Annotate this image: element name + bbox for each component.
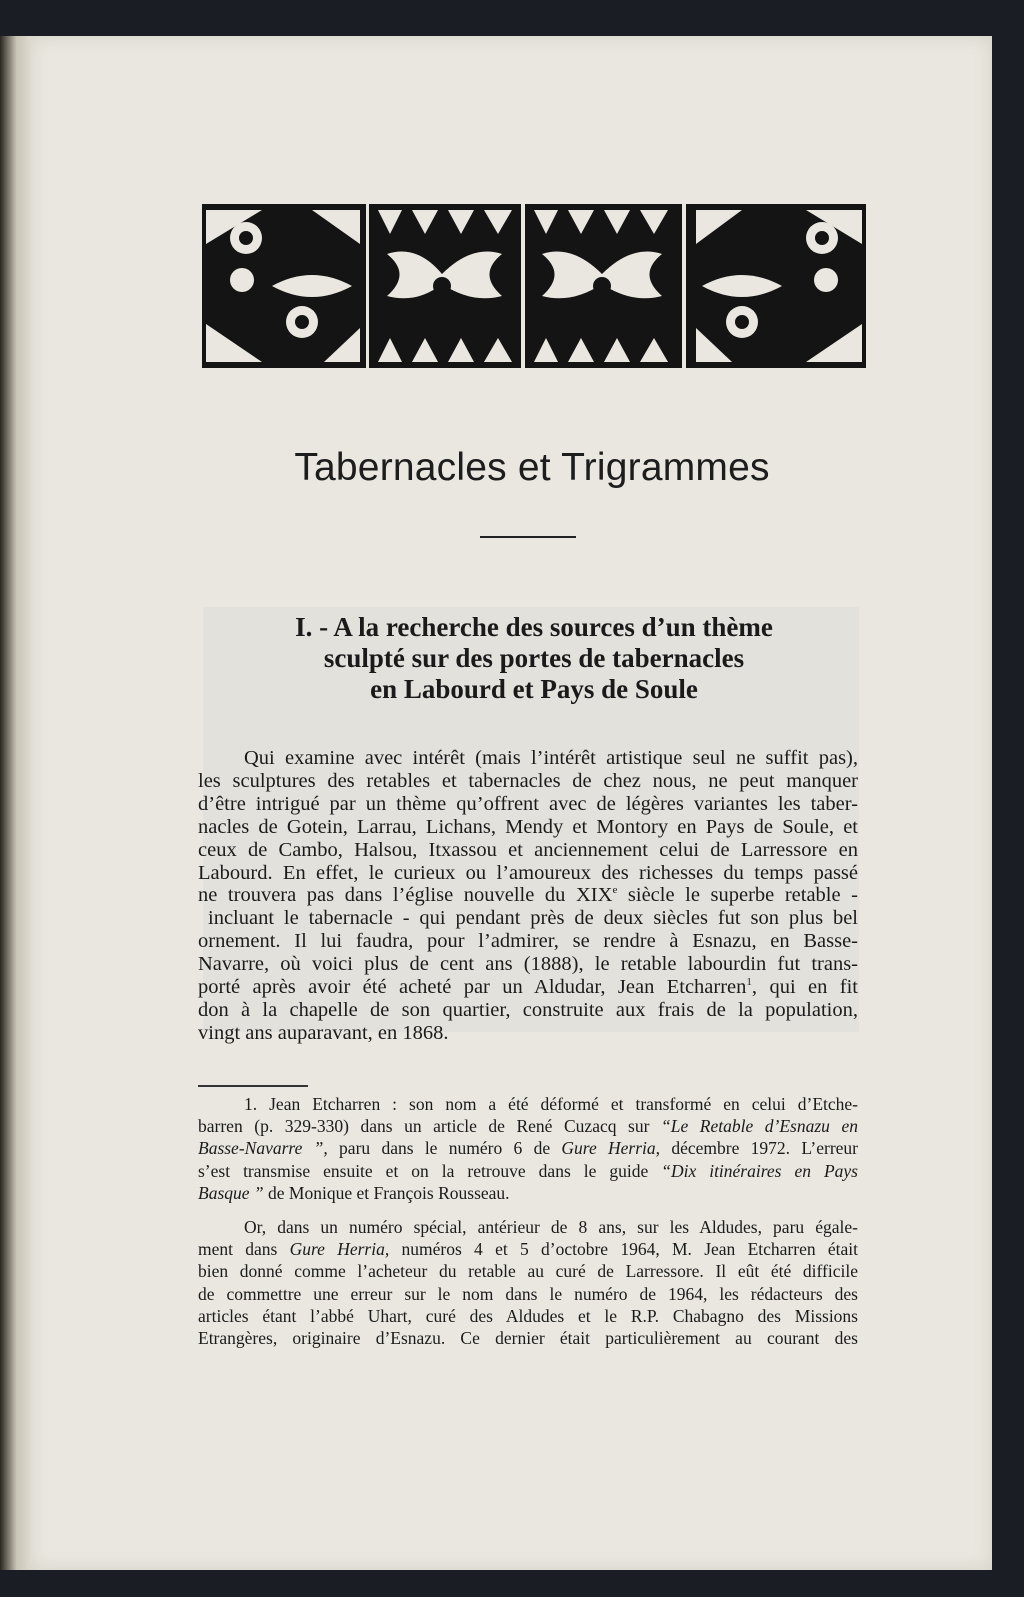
body-line — [198, 884, 858, 907]
ornamental-header-band — [202, 204, 866, 368]
body-line: Labourd. En effet, le curieux ou l’amoureux des richesses du temps passé — [198, 861, 858, 884]
footnote-line: ment dans Gure Herria, numéros 4 et 5 d’octobre 1964, M. Jean Etcharren était — [198, 1239, 858, 1260]
body-line: don à la chapelle de son quartier, construite aux frais de la population, — [198, 998, 858, 1021]
body-line-head: ne trouvera pas dans l’église nouvelle du XIX — [198, 884, 613, 907]
body-line: ornement. Il lui faudra, pour l’admirer, se rendre à Esnazu, en Basse- — [198, 930, 858, 953]
body-line: Navarre, où voici plus de cent ans (1888), le retable labourdin fut trans- — [198, 953, 858, 976]
footnote-line: de commettre une erreur sur le nom dans le numéro de 1964, les rédacteurs des — [198, 1283, 858, 1304]
section-heading-line: I. - A la recherche des sources d’un thème — [295, 612, 773, 642]
section-heading-line: sculpté sur des portes de tabernacles — [323, 643, 745, 673]
footnote-line: Or, dans un numéro spécial, antérieur de 8 ans, sur les Aldudes, paru égale- — [244, 1217, 858, 1238]
footnote-line: bien donné comme l’acheteur du retable au curé de Larressore. Il eût été difficile — [198, 1261, 858, 1282]
footnote-line: barren (p. 329-330) dans un article de René Cuzacq sur “Le Retable d’Esnazu en — [198, 1116, 858, 1137]
footnote — [198, 1093, 858, 1349]
body-paragraph — [198, 747, 858, 1045]
body-line: nacles de Gotein, Larrau, Lichans, Mendy et Montory en Pays de Soule, et — [198, 815, 858, 838]
page-title: Tabernacles et Trigrammes — [294, 446, 770, 489]
body-line-head: porté après avoir été acheté par un Aldudar, Jean Etcharren — [198, 976, 747, 999]
body-line: les sculptures des retables et tabernacles de chez nous, ne peut manquer — [198, 769, 858, 792]
body-line: incluant le tabernacle - qui pendant près de deux siècles fut son plus bel — [208, 907, 858, 930]
body-line-tail: siècle le superbe retable - — [617, 884, 858, 907]
footnote-line: Basque ” de Monique et François Rousseau. — [198, 1182, 510, 1203]
footnote-ref: 1 — [746, 976, 752, 989]
footnote-line: 1. Jean Etcharren : son nom a été déformé et transformé en celui d’Etche- — [244, 1094, 858, 1114]
book-spine — [0, 36, 30, 1570]
footnote-line: Basse-Navarre ”, paru dans le numéro 6 de Gure Herria, décembre 1972. L’erreur — [198, 1138, 858, 1159]
section-heading-line: en Labourd et Pays de Soule — [370, 674, 698, 704]
superscript: e — [612, 884, 618, 897]
footnote-line: articles étant l’abbé Uhart, curé des Aldudes et le R.P. Chabagno des Missions — [198, 1305, 858, 1326]
body-line — [198, 976, 858, 999]
footnote-line: Etrangères, originaire d’Esnazu. Ce dernier était particulièrement au courant des — [198, 1328, 858, 1349]
footnote-separator — [198, 1085, 308, 1087]
title-divider — [480, 536, 576, 538]
body-line: ceux de Cambo, Halsou, Itxassou et anciennement celui de Larressore en — [198, 838, 858, 861]
footnote-line: s’est transmise ensuite et on la retrouve dans le guide “Dix itinéraires en Pays — [198, 1160, 858, 1181]
body-line-tail: , qui en fit — [751, 976, 858, 999]
body-line: vingt ans auparavant, en 1868. — [198, 1021, 449, 1044]
section-heading — [210, 612, 858, 705]
body-line: d’être intrigué par un thème qu’offrent avec de légères variantes les taber- — [198, 792, 858, 815]
body-line: Qui examine avec intérêt (mais l’intérêt artistique seul ne suffit pas), — [244, 747, 858, 769]
